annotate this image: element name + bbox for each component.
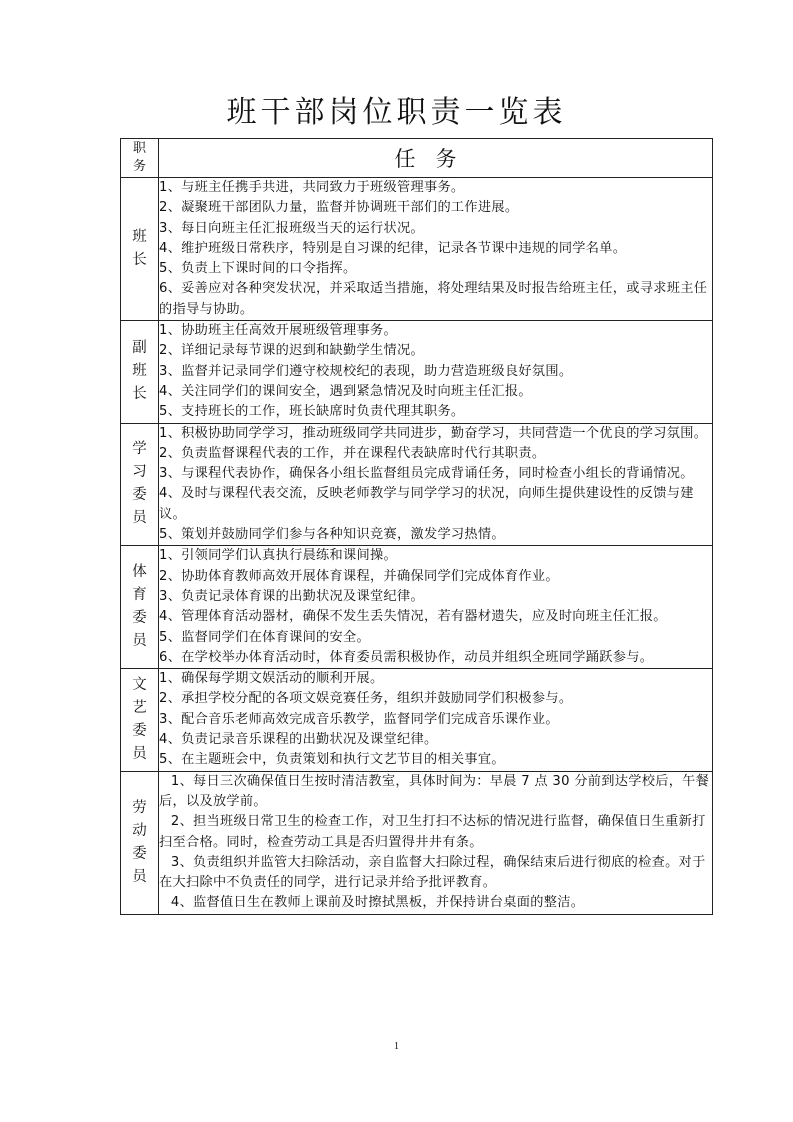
table-row <box>121 546 713 669</box>
tasks-cell <box>159 321 713 423</box>
list-item: 3、与课程代表协作，确保各小组长监督组员完成背诵任务，同时检查小组长的背诵情况。 <box>159 466 694 482</box>
table-row <box>121 178 713 321</box>
list-item: 5、监督同学们在体育课间的安全。 <box>159 629 371 645</box>
list-item: 1、确保每学期文娱活动的顺利开展。 <box>159 671 384 687</box>
list-item: 6、在学校举办体育活动时，体育委员需积极协作，动员并组织全班同学踊跃参与。 <box>159 649 654 665</box>
list-item: 6、妥善应对各种突发状况，并采取适当措施，将处理结果及时报告给班主任，或寻求班主任的指导与协助。 <box>159 281 708 317</box>
list-item: 4、监督值日生在教师上课前及时擦拭黑板，并保持讲台桌面的整洁。 <box>170 895 585 911</box>
list-item: 3、每日向班主任汇报班级当天的运行状况。 <box>159 220 424 236</box>
list-item: 4、负责记录音乐课程的出勤状况及课堂纪律。 <box>159 732 438 748</box>
list-item: 4、维护班级日常秩序，特别是自习课的纪律，记录各节课中违规的同学名单。 <box>159 240 627 256</box>
list-item: 2、协助体育教师高效开展体育课程，并确保同学们完成体育作业。 <box>159 568 559 584</box>
list-item: 1、与班主任携手共进，共同致力于班级管理事务。 <box>159 180 465 195</box>
role-cell: 学习委员 <box>121 423 159 546</box>
role-cell: 文艺委员 <box>121 669 159 771</box>
table-row <box>121 669 713 771</box>
tasks-cell <box>159 423 713 546</box>
role-cell: 班长 <box>121 178 159 321</box>
list-item: 4、关注同学们的课间安全，遇到紧急情况及时向班主任汇报。 <box>159 383 532 399</box>
list-item: 5、负责上下课时间的口令指挥。 <box>159 261 357 277</box>
header-task: 任务 <box>159 139 713 178</box>
role-cell: 体育委员 <box>121 546 159 669</box>
list-item: 2、负责监督课程代表的工作，并在课程代表缺席时代行其职责。 <box>159 445 546 461</box>
table-row <box>121 771 713 914</box>
list-item: 1、积极协助同学学习，推动班级同学共同进步，勤奋学习，共同营造一个优良的学习氛围。 <box>159 425 708 441</box>
list-item: 5、策划并鼓励同学们参与各种知识竞赛，激发学习热情。 <box>159 527 505 543</box>
list-item: 3、监督并记录同学们遵守校规校纪的表现，助力营造班级良好氛围。 <box>159 363 573 379</box>
list-item: 2、凝聚班干部团队力量，监督并协调班干部们的工作进展。 <box>159 200 519 216</box>
list-item: 1、每日三次确保值日生按时清洁教室，具体时间为：早晨 7 点 30 分前到达学校后，午餐后，以及放学前。 <box>159 773 710 809</box>
tasks-cell <box>159 546 713 669</box>
list-item: 5、在主题班会中，负责策划和执行文艺节目的相关事宜。 <box>159 752 505 768</box>
table-row <box>121 321 713 423</box>
page-number: 1 <box>394 1041 399 1052</box>
list-item: 3、负责组织并监管大扫除活动，亲自监督大扫除过程，确保结束后进行彻底的检查。对于在大扫除中不负责任的同学，进行记录并给予批评教育。 <box>159 854 706 891</box>
tasks-cell <box>159 771 713 914</box>
role-cell: 副班长 <box>121 321 159 423</box>
header-role: 职务 <box>121 139 159 178</box>
role-cell: 劳动委员 <box>121 771 159 914</box>
list-item: 2、详细记录每节课的迟到和缺勤学生情况。 <box>159 343 424 359</box>
table-header-row <box>121 139 713 178</box>
list-item: 3、负责记录体育课的出勤状况及课堂纪律。 <box>159 588 424 604</box>
tasks-cell <box>159 669 713 771</box>
list-item: 3、配合音乐老师高效完成音乐教学，监督同学们完成音乐课作业。 <box>159 711 559 727</box>
list-item: 4、管理体育活动器材，确保不发生丢失情况，若有器材遗失，应及时向班主任汇报。 <box>159 609 667 625</box>
list-item: 2、承担学校分配的各项文娱竞赛任务，组织并鼓励同学们积极参与。 <box>159 691 573 707</box>
list-item: 5、支持班长的工作，班长缺席时负责代理其职务。 <box>159 404 465 420</box>
table-row <box>121 423 713 546</box>
list-item: 1、协助班主任高效开展班级管理事务。 <box>159 323 397 339</box>
page-title: 班干部岗位职责一览表 <box>226 95 567 130</box>
list-item: 4、及时与课程代表交流，反映老师教学与同学学习的状况，向师生提供建设性的反馈与建议。 <box>159 486 694 522</box>
list-item: 2、担当班级日常卫生的检查工作，对卫生打扫不达标的情况进行监督，确保值日生重新打扫至合格。同时，检查劳动工具是否归置得井井有条。 <box>159 814 706 850</box>
duties-table <box>120 138 713 915</box>
list-item: 1、引领同学们认真执行晨练和课间操。 <box>159 548 397 564</box>
tasks-cell <box>159 178 713 321</box>
